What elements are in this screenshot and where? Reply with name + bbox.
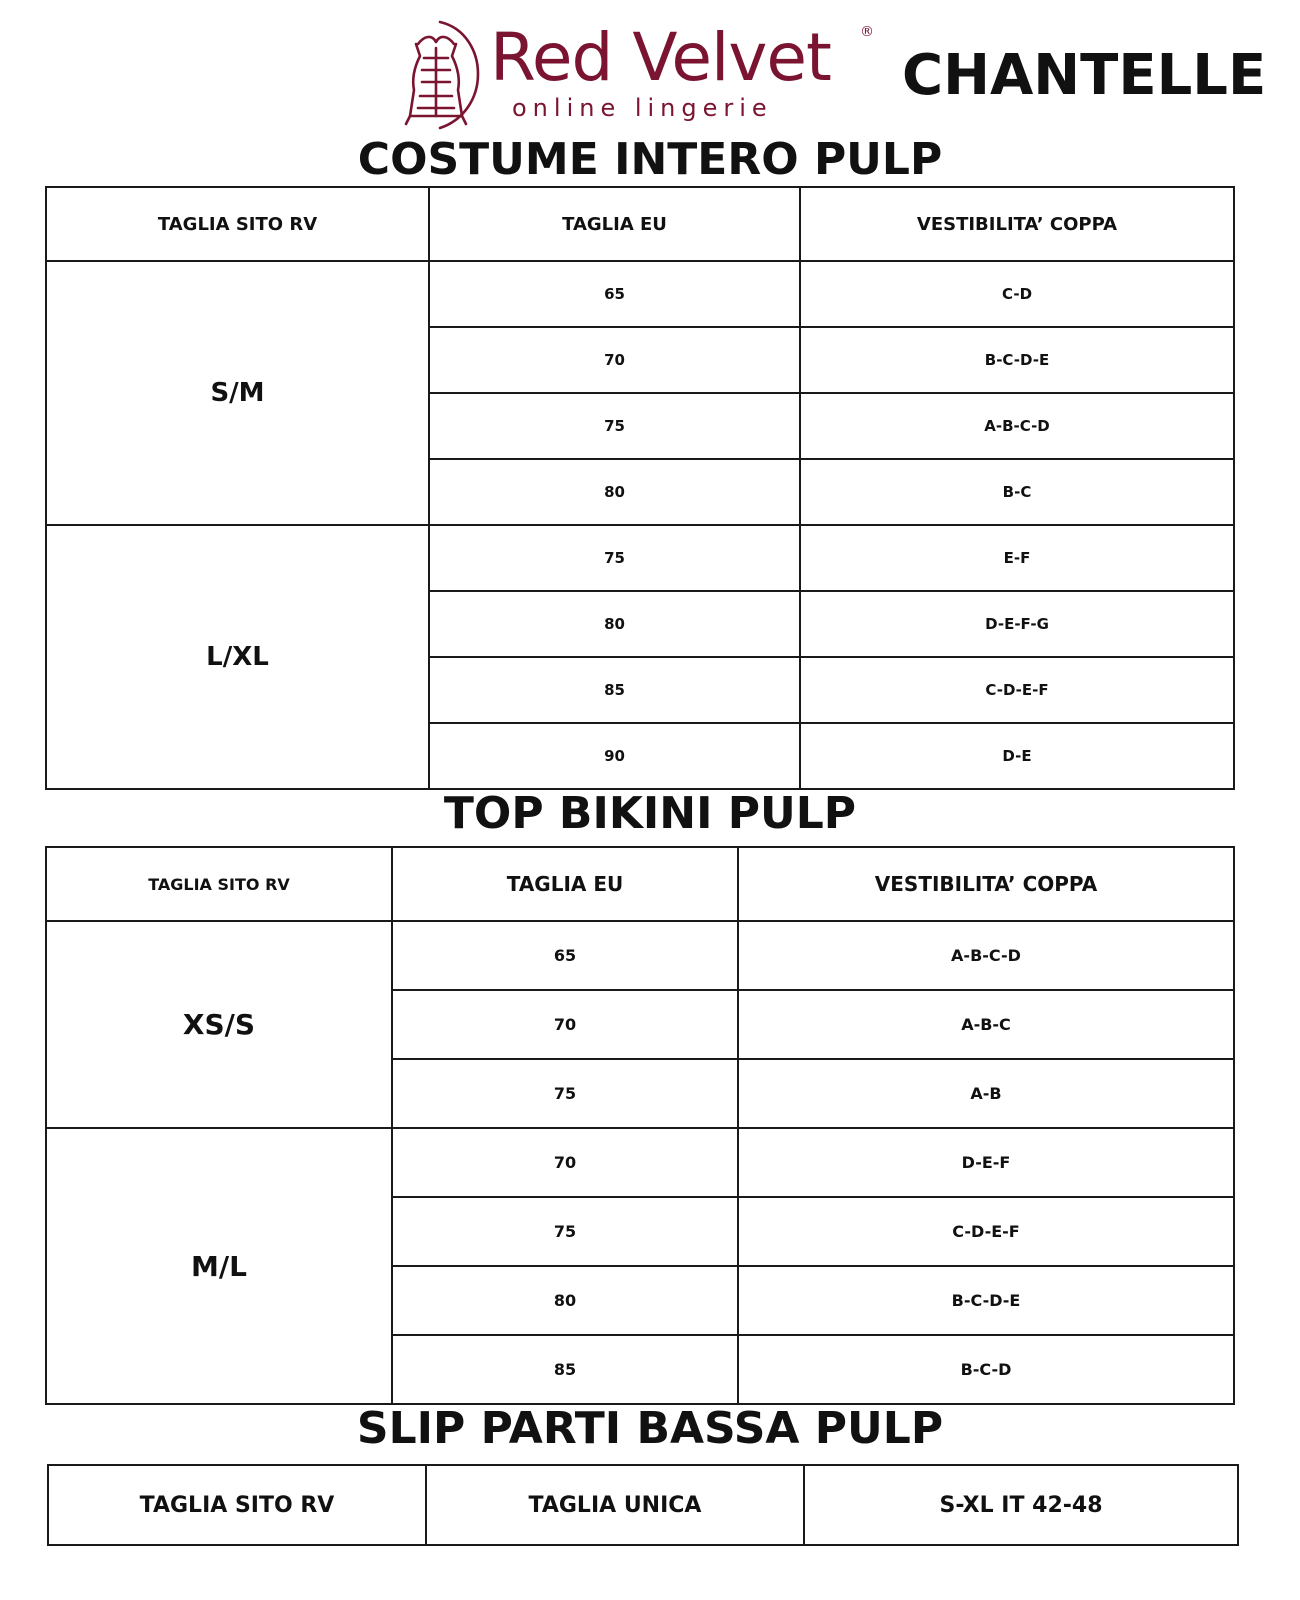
size-range-cell: S-XL IT 42-48 bbox=[804, 1465, 1238, 1545]
header-cell: VESTIBILITA’ COPPA bbox=[800, 187, 1234, 261]
eu-size-cell: 90 bbox=[429, 723, 800, 789]
eu-size-cell: 80 bbox=[429, 591, 800, 657]
table-header-row bbox=[46, 847, 1234, 921]
cup-fit-cell: E-F bbox=[800, 525, 1234, 591]
header-cell: TAGLIA EU bbox=[392, 847, 738, 921]
size-group-cell: L/XL bbox=[46, 525, 429, 789]
cup-fit-cell: D-E-F-G bbox=[800, 591, 1234, 657]
cup-fit-cell: A-B-C-D bbox=[738, 921, 1234, 990]
section-title-top-bikini: TOP BIKINI PULP bbox=[443, 788, 857, 839]
cup-fit-cell: C-D-E-F bbox=[738, 1197, 1234, 1266]
header-cell: VESTIBILITA’ COPPA bbox=[738, 847, 1234, 921]
eu-size-cell: 75 bbox=[392, 1059, 738, 1128]
eu-size-cell: 80 bbox=[429, 459, 800, 525]
label-cell: TAGLIA SITO RV bbox=[48, 1465, 426, 1545]
cup-fit-cell: C-D-E-F bbox=[800, 657, 1234, 723]
eu-size-cell: 65 bbox=[392, 921, 738, 990]
eu-size-cell: 70 bbox=[392, 990, 738, 1059]
size-group-cell: S/M bbox=[46, 261, 429, 525]
logo-tagline: online lingerie bbox=[512, 94, 773, 122]
logo-name: Red Velvet bbox=[490, 19, 831, 96]
eu-size-cell: 75 bbox=[392, 1197, 738, 1266]
cup-fit-cell: A-B-C bbox=[738, 990, 1234, 1059]
cup-fit-cell: D-E bbox=[800, 723, 1234, 789]
cup-fit-cell: B-C bbox=[800, 459, 1234, 525]
top-bikini-size-table bbox=[45, 846, 1235, 1405]
slip-size-table bbox=[47, 1464, 1239, 1546]
table-header-row bbox=[46, 187, 1234, 261]
table-row bbox=[48, 1465, 1238, 1545]
size-group-cell: XS/S bbox=[46, 921, 392, 1128]
cup-fit-cell: C-D bbox=[800, 261, 1234, 327]
size-group-cell: M/L bbox=[46, 1128, 392, 1404]
header-cell: TAGLIA EU bbox=[429, 187, 800, 261]
table-row bbox=[46, 525, 1234, 591]
eu-size-cell: 85 bbox=[429, 657, 800, 723]
eu-size-cell: 80 bbox=[392, 1266, 738, 1335]
eu-size-cell: 75 bbox=[429, 525, 800, 591]
costume-size-table bbox=[45, 186, 1235, 790]
cup-fit-cell: A-B-C-D bbox=[800, 393, 1234, 459]
header-cell: TAGLIA SITO RV bbox=[46, 847, 392, 921]
label-cell: TAGLIA UNICA bbox=[426, 1465, 804, 1545]
red-velvet-logo[interactable] bbox=[400, 14, 900, 134]
table-row bbox=[46, 921, 1234, 990]
cup-fit-cell: B-C-D-E bbox=[800, 327, 1234, 393]
cup-fit-cell: A-B bbox=[738, 1059, 1234, 1128]
section-title-costume: COSTUME INTERO PULP bbox=[357, 134, 943, 185]
cup-fit-cell: B-C-D-E bbox=[738, 1266, 1234, 1335]
eu-size-cell: 85 bbox=[392, 1335, 738, 1404]
table-row bbox=[46, 261, 1234, 327]
header-cell: TAGLIA SITO RV bbox=[46, 187, 429, 261]
table-row bbox=[46, 1128, 1234, 1197]
page-header bbox=[0, 0, 1300, 140]
section-title-slip: SLIP PARTI BASSA PULP bbox=[356, 1403, 944, 1454]
registered-mark: ® bbox=[860, 24, 874, 40]
cup-fit-cell: B-C-D bbox=[738, 1335, 1234, 1404]
eu-size-cell: 70 bbox=[429, 327, 800, 393]
eu-size-cell: 65 bbox=[429, 261, 800, 327]
eu-size-cell: 75 bbox=[429, 393, 800, 459]
cup-fit-cell: D-E-F bbox=[738, 1128, 1234, 1197]
brand-name: CHANTELLE bbox=[902, 43, 1267, 108]
corset-logo-icon bbox=[400, 18, 480, 130]
eu-size-cell: 70 bbox=[392, 1128, 738, 1197]
